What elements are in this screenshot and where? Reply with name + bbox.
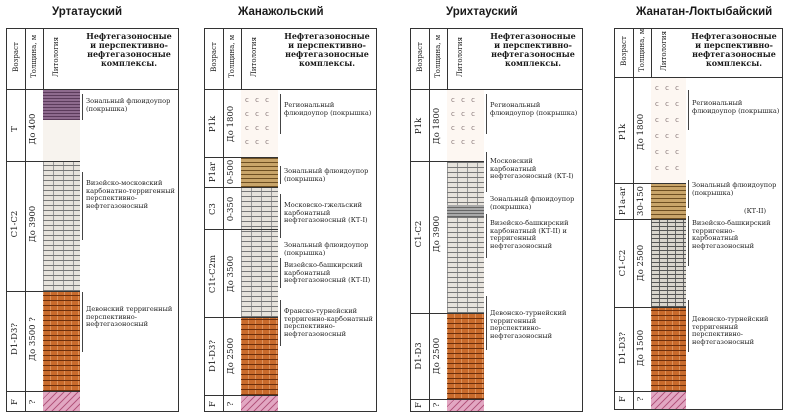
complex-description: Визейско-башкирский карбонатный (КТ-II) и терригенный нефтегазоносный (490, 219, 569, 250)
complex-description: Девонский терригенный перспективно-нефтегазоносный (86, 305, 173, 329)
lithology-terrigenous (241, 317, 279, 395)
thickness-label: 0-500 (226, 159, 236, 185)
header-lithology: Литология (456, 37, 464, 78)
lithology-terrigenous (447, 313, 485, 399)
lithology-carbonate (447, 161, 485, 313)
header-description: Нефтегазоносные и перспективно-нефтегазоносные комплексы. (691, 31, 777, 68)
header-thickness: Толщина, м (228, 34, 236, 78)
age-label: C1-C2 (10, 210, 20, 238)
complex-description: Визейско-башкирский карбонатный нефтегазоносный (КТ-II) (284, 261, 371, 285)
thickness-label: ? (636, 396, 646, 402)
thickness-label: До 3500 ? (28, 317, 38, 361)
complex-description: Девонско-турнейский терригенный перспективно-нефтегазоносный (692, 315, 769, 346)
lithology-tan (651, 183, 687, 219)
header-description: Нефтегазоносные и перспективно-нефтегазоносные комплексы. (86, 31, 172, 68)
complex-description: Зональный флюидоупор (покрышка) (692, 181, 777, 197)
age-label: F (10, 399, 20, 405)
age-label: D1-D3 (414, 342, 424, 370)
thickness-label: До 3900 (28, 205, 38, 243)
stratigraphic-column-urikhtau (410, 28, 486, 412)
column-title-zhanatan: Жанатан-Локтыбайский (636, 6, 773, 18)
age-label: C3 (208, 203, 218, 215)
header-description: Нефтегазоносные и перспективно-нефтегазоносные комплексы. (490, 31, 576, 68)
age-label: C1-C2 (414, 220, 424, 248)
lithology-basement (43, 391, 81, 411)
complex-description: Московско-гжельский карбонатный нефтегазоносный (КТ-I) (284, 201, 368, 225)
complex-description: Визейско-московский карбонатно-терригенный перспективно-нефтегазоносный (86, 179, 175, 210)
header-lithology: Литология (250, 37, 258, 78)
complexes-panel-urtatau (80, 28, 179, 412)
age-label: F (208, 401, 218, 407)
header-age: Возраст (620, 36, 628, 66)
thickness-label: До 3900 (432, 215, 442, 253)
thickness-label: ? (28, 399, 38, 405)
lithology-shale (447, 205, 485, 217)
thickness-label: До 1800 (432, 107, 442, 145)
column-title-urikhtau: Урихтауский (446, 6, 518, 18)
age-label: D1-D3? (618, 332, 628, 364)
header-lithology: Литология (52, 37, 60, 78)
stratigraphic-column-urtatau (6, 28, 82, 412)
lithology-basement (447, 399, 485, 411)
complex-description: Региональный флюидоупор (покрышка) (284, 101, 372, 117)
thickness-label: ? (226, 401, 236, 407)
lithology-carbonate (43, 161, 81, 291)
complex-description: (КТ-II) (744, 207, 767, 215)
lithology-chalk: c c c c c c c c c c c c (447, 90, 485, 161)
lithology-basement (241, 395, 279, 411)
thickness-label: 0-350 (226, 196, 236, 222)
complex-description: Визейско-башкирский терригенно-карбонатный нефтегазоносный (692, 219, 771, 250)
thickness-label: До 1500 (636, 329, 646, 367)
header-row (7, 29, 81, 90)
complex-description: Зональный флюидоупор (покрышка) (284, 167, 369, 183)
thickness-label: До 1800 (636, 113, 646, 151)
lithology-light (43, 120, 81, 161)
complex-description: Франско-турнейский терригенно-карбонатный перспективно-нефтегазоносный (284, 307, 373, 338)
thickness-label: До 400 (28, 113, 38, 145)
age-label: F (414, 402, 424, 408)
age-label: C1t-C2m (208, 254, 218, 294)
header-age: Возраст (416, 42, 424, 72)
age-label: F (618, 396, 628, 402)
complex-description: Зональный флюидоупор (покрышка) (86, 97, 171, 113)
stratigraphic-column-zhanazhol (204, 28, 280, 412)
age-label: P1k (208, 115, 218, 133)
age-label: D1-D3? (10, 323, 20, 355)
header-thickness: Толщина, м (30, 34, 38, 78)
thickness-label: До 1800 (226, 105, 236, 143)
complex-description: Зональный флюидоупор (покрышка) (284, 241, 369, 257)
age-label: T (10, 126, 20, 132)
thickness-label: До 2500 (432, 337, 442, 375)
lithology-tan (241, 157, 279, 187)
header-age: Возраст (210, 42, 218, 72)
stratigraphic-column-zhanatan (614, 28, 688, 410)
complex-description: Региональный флюидоупор (покрышка) (490, 101, 578, 117)
lithology-chalk: c c c c c c c c c c c c c c c c c c (651, 78, 687, 183)
column-title-urtatau: Уртатауский (52, 6, 123, 18)
lithology-chalk: c c c c c c c c c c c c (241, 90, 279, 157)
lithology-carbonate (651, 219, 687, 307)
lithology-terrigenous (651, 307, 687, 391)
age-label: P1a-ar (618, 186, 628, 216)
column-title-zhanazhol: Жанажольский (238, 6, 324, 18)
complex-description: Московский карбонатный нефтегазоносный (КТ-I) (490, 157, 574, 181)
header-thickness: Толщина, м (638, 28, 646, 72)
age-label: D1-D3? (208, 340, 218, 372)
complex-description: Зональный флюидоупор (покрышка) (490, 195, 575, 211)
thickness-label: До 2500 (636, 244, 646, 282)
complex-description: Девонско-турнейский терригенный перспективно-нефтегазоносный (490, 309, 567, 340)
header-lithology: Литология (660, 31, 668, 72)
thickness-label: До 3500 (226, 255, 236, 293)
complex-description: Региональный флюидоупор (покрышка) (692, 99, 780, 115)
header-age: Возраст (12, 42, 20, 72)
thickness-label: 30-150 (636, 186, 646, 216)
age-label: P1ar (208, 161, 218, 183)
lithology-carbonate (241, 187, 279, 317)
age-label: C1-C2 (618, 249, 628, 277)
header-description: Нефтегазоносные и перспективно-нефтегазоносные комплексы. (284, 31, 370, 68)
thickness-label: До 2500 (226, 337, 236, 375)
age-label: P1k (414, 117, 424, 135)
lithology-basement (651, 391, 687, 409)
thickness-label: ? (432, 402, 442, 408)
lithology-terrigenous (43, 291, 81, 391)
lithology-purple (43, 90, 81, 120)
header-thickness: Толщина, м (434, 34, 442, 78)
age-label: P1k (618, 123, 628, 141)
